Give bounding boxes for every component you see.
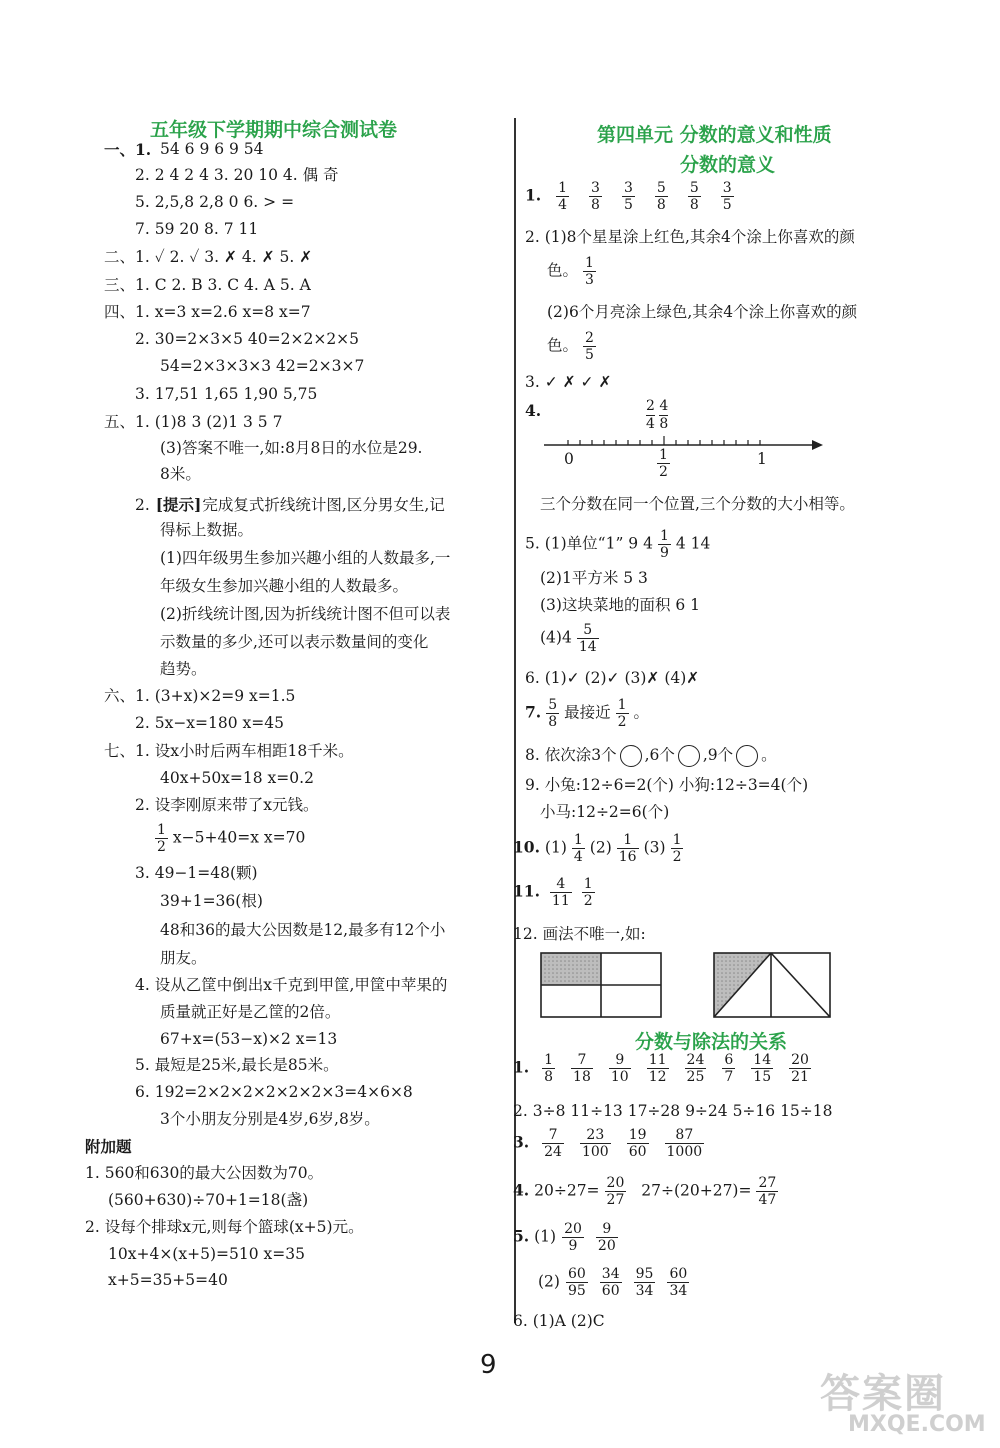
extra-line3: 2. 设每个排球x元,则每个篮球(x+5)元。	[85, 1218, 364, 1236]
r5-fraction: $\frac{95}{34}$	[635, 1266, 654, 1300]
rect-figure-1	[540, 952, 662, 1018]
q9-line1: 9. 小兔:12÷6=2(个) 小狗:12÷3=4(个)	[525, 776, 809, 794]
rect-figure-2	[713, 952, 831, 1018]
s1-line4: 7. 59 20 8. 7 11	[135, 220, 259, 238]
q2-line4: 色。 $\frac{2}{5}$	[547, 330, 594, 364]
s7-line1: 七、1. 设x小时后两车相距18千米。	[104, 742, 354, 760]
s7-line7: 48和36的最大公因数是12,最多有12个小	[160, 921, 446, 939]
s1-line3: 5. 2,5,8 2,8 0 6. > =	[135, 193, 295, 211]
r1-fraction: $\frac{11}{12}$	[648, 1052, 667, 1086]
q1-fraction: $\frac{3}{5}$	[623, 180, 633, 214]
q4-one: 1	[757, 450, 767, 468]
extra-title: 附加题	[85, 1137, 132, 1156]
s5-line2: (3)答案不唯一,如:8月8日的水位是29.	[160, 439, 423, 457]
s6-line1: 六、1. (3+x)×2=9 x=1.5	[104, 687, 296, 705]
s5-line1: 五、1. (1)8 3 (2)1 3 5 7	[104, 413, 283, 431]
s7-line10: 质量就正好是乙筐的2倍。	[160, 1003, 341, 1021]
r1-fraction: $\frac{7}{18}$	[573, 1052, 591, 1086]
s7-line3: 2. 设李刚原来带了x元钱。	[135, 796, 319, 814]
r3-fraction: $\frac{87}{1000}$	[666, 1127, 703, 1161]
q6-line: 6. (1)✓ (2)✓ (3)✗ (4)✗	[525, 669, 700, 687]
s4-line1: 四、1. x=3 x=2.6 x=8 x=7	[104, 303, 311, 321]
hint-box: [提示]	[155, 495, 202, 514]
extra-line1: 1. 560和630的最大公因数为70。	[85, 1164, 324, 1182]
r1-fraction: $\frac{14}{15}$	[753, 1052, 772, 1086]
extra-line2: (560+630)÷70+1=18(盏)	[108, 1191, 309, 1209]
r2-line: 2. 3÷8 11÷13 17÷28 9÷24 5÷16 15÷18	[513, 1102, 833, 1120]
right-section-title: 第四单元 分数的意义和性质	[597, 124, 832, 146]
s6-line2: 2. 5x−x=180 x=45	[135, 714, 284, 732]
q1-line: 1. $\frac{1}{4}$ $\frac{3}{8}$ $\frac{3}{5}$ $\frac{5}{8}$ $\frac{5}{8}$ $\frac{3}{5}$	[525, 180, 732, 214]
q7-line: 7. $\frac{5}{8}$ 最接近 $\frac{1}{2}$ 。	[525, 697, 650, 731]
q5-line4: (4)4 $\frac{5}{14}$	[540, 622, 597, 656]
r6-line: 6. (1)A (2)C	[513, 1312, 605, 1330]
r3-fraction: $\frac{19}{60}$	[628, 1127, 647, 1161]
r5-line2: (2) $\frac{60}{95}$ $\frac{34}{60}$ $\frac{95}{34}$ $\frac{60}{34}$	[538, 1266, 688, 1300]
q4-top-fracs: $\frac{2}{4}$ $\frac{4}{8}$	[646, 398, 669, 432]
r1-line: 1. $\frac{1}{8}$ $\frac{7}{18}$ $\frac{9}{10}$ $\frac{11}{12}$ $\frac{24}{25}$ $\frac{6}{7}$ $\frac{14}{15}$ $\frac{20}{21}$	[513, 1052, 809, 1086]
q11-line: 11. $\frac{4}{11}$ $\frac{1}{2}$	[513, 876, 593, 910]
r3-line: 3. $\frac{7}{24}$ $\frac{23}{100}$ $\frac{19}{60}$ $\frac{87}{1000}$	[513, 1127, 703, 1161]
s1-label: 一、1.	[104, 140, 152, 159]
q1-fraction: $\frac{5}{8}$	[689, 180, 699, 214]
s7-line8: 朋友。	[160, 949, 207, 967]
circle-icon	[620, 745, 642, 767]
q8-line: 8. 依次涂3个 ,6个 ,9个 。	[525, 745, 777, 767]
extra-line4: 10x+4×(x+5)=510 x=35	[108, 1245, 305, 1263]
s7-line11: 67+x=(53−x)×2 x=13	[160, 1030, 338, 1048]
s5-line5: 得标上数据。	[160, 521, 254, 539]
s4-line3: 54=2×3×3×3 42=2×3×7	[160, 357, 365, 375]
page-number: 9	[480, 1350, 497, 1380]
subheading-meaning: 分数的意义	[680, 154, 776, 176]
q4-text: 三个分数在同一个位置,三个分数的大小相等。	[540, 495, 855, 513]
watermark-url: MXQE.COM	[848, 1412, 986, 1437]
extra-line5: x+5=35+5=40	[108, 1271, 228, 1289]
r5-line1: 5. (1) $\frac{20}{9}$ $\frac{9}{20}$	[513, 1221, 616, 1255]
subheading-division: 分数与除法的关系	[635, 1031, 788, 1053]
s2-line: 二、1. ✓ 2. ✓ 3. ✗ 4. ✗ 5. ✗	[104, 248, 313, 266]
q1-fraction: $\frac{5}{8}$	[656, 180, 666, 214]
s4-line4: 3. 17,51 1,65 1,90 5,75	[135, 385, 318, 403]
r3-fraction: $\frac{23}{100}$	[581, 1127, 609, 1161]
q4-label: 4.	[525, 401, 542, 420]
r1-fraction: $\frac{20}{21}$	[791, 1052, 809, 1086]
r1-fraction: $\frac{9}{10}$	[610, 1052, 629, 1086]
left-section-title: 五年级下学期期中综合测试卷	[150, 119, 398, 141]
s4-line2: 2. 30=2×3×5 40=2×2×2×5	[135, 330, 360, 348]
s5-line4-text: 完成复式折线统计图,区分男女生,记	[202, 496, 445, 514]
s5-line9: 示数量的多少,还可以表示数量间的变化	[160, 633, 429, 651]
s5-line8: (2)折线统计图,因为折线统计图不但可以表	[160, 605, 451, 623]
s7-line14: 3个小朋友分别是4岁,6岁,8岁。	[160, 1110, 380, 1128]
s5-line6: (1)四年级男生参加兴趣小组的人数最多,一	[160, 549, 451, 567]
s5-line3: 8米。	[160, 465, 201, 483]
q3-line: 3. ✓ ✗ ✓ ✗	[525, 373, 612, 391]
s7-line12: 5. 最短是25米,最长是85米。	[135, 1056, 339, 1074]
r5-fraction: $\frac{9}{20}$	[597, 1221, 616, 1255]
r5-fraction: $\frac{60}{34}$	[669, 1266, 688, 1300]
q5-line1: 5. (1)单位“1” 9 4 $\frac{1}{9}$ 4 14	[525, 528, 711, 562]
s7-line6: 39+1=36(根)	[160, 892, 263, 910]
r5-fraction: $\frac{34}{60}$	[601, 1266, 620, 1300]
q10-line: 10. (1) $\frac{1}{4}$ (2) $\frac{1}{16}$ (3) $\frac{1}{2}$	[513, 832, 682, 866]
s7-line13: 6. 192=2×2×2×2×2×2×3=4×6×8	[135, 1083, 413, 1101]
r5-fraction: $\frac{20}{9}$	[564, 1221, 582, 1255]
r1-fraction: $\frac{1}{8}$	[544, 1052, 554, 1086]
q4-half: $\frac{1}{2}$	[659, 447, 668, 481]
r1-fraction: $\frac{24}{25}$	[686, 1052, 705, 1086]
q1-fraction: $\frac{3}{8}$	[591, 180, 600, 214]
s1-line2: 2. 2 4 2 4 3. 20 10 4. 偶 奇	[135, 166, 339, 184]
q2-line2: 色。 $\frac{1}{3}$	[547, 255, 594, 289]
s7-line5: 3. 49−1=48(颗)	[135, 864, 258, 882]
q1-fraction: $\frac{3}{5}$	[722, 180, 732, 214]
s7-line2: 40x+50x=18 x=0.2	[160, 769, 314, 787]
q4-zero: 0	[564, 450, 574, 468]
r5-fraction: $\frac{60}{95}$	[567, 1266, 586, 1300]
s5-line7: 年级女生参加兴趣小组的人数最多。	[160, 577, 409, 595]
watermark-logo: 答案圈	[820, 1371, 946, 1417]
s3-line: 三、1. C 2. B 3. C 4. A 5. A	[104, 276, 311, 294]
q9-line2: 小马:12÷2=6(个)	[540, 803, 670, 821]
q1-fraction: $\frac{1}{4}$	[558, 180, 568, 214]
r3-fraction: $\frac{7}{24}$	[544, 1127, 562, 1161]
s5-line10: 趋势。	[160, 660, 207, 678]
q5-line3: (3)这块菜地的面积 6 1	[540, 596, 701, 614]
q2-line3: (2)6个月亮涂上绿色,其余4个涂上你喜欢的颜	[547, 303, 858, 321]
r1-fraction: $\frac{6}{7}$	[724, 1052, 734, 1086]
circle-icon	[736, 745, 758, 767]
s1-line1: 54 6 9 6 9 54	[160, 140, 264, 158]
s5-line4: 2. [提示]完成复式折线统计图,区分男女生,记	[135, 495, 445, 514]
q12-line: 12. 画法不唯一,如:	[513, 925, 646, 943]
s7-line4: $\frac{1}{2}$ x−5+40=x x=70	[157, 822, 306, 856]
q2-line1: 2. (1)8个星星涂上红色,其余4个涂上你喜欢的颜	[525, 228, 855, 246]
circle-icon	[678, 745, 700, 767]
r4-line: 4. 20÷27= $\frac{20}{27}$ 27÷(20+27)= $\frac{27}{47}$	[513, 1175, 777, 1209]
s7-line9: 4. 设从乙筐中倒出x千克到甲筐,甲筐中苹果的	[135, 976, 448, 994]
q5-line2: (2)1平方米 5 3	[540, 569, 648, 587]
number-line	[540, 435, 825, 465]
